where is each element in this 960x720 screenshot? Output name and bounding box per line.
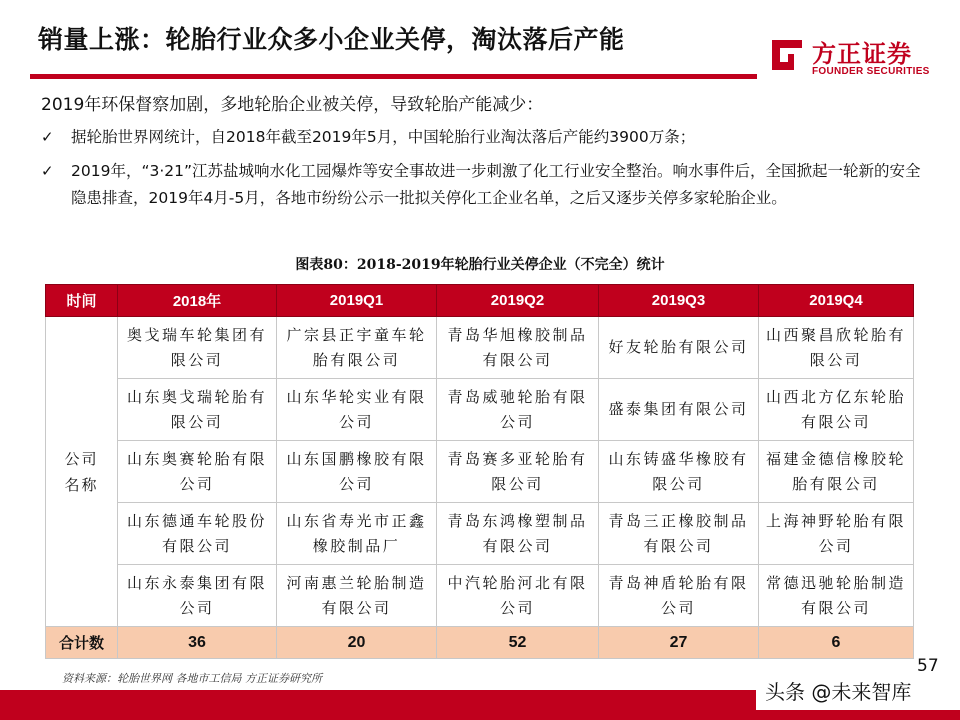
column-header-2019q3: 2019Q3 bbox=[599, 285, 759, 317]
company-logo bbox=[768, 34, 933, 84]
check-icon: ✓ bbox=[41, 128, 54, 146]
total-cell-2019q1: 20 bbox=[277, 627, 437, 659]
founder-logo-icon bbox=[768, 36, 806, 74]
table-cell: 上海神野轮胎有限公司 bbox=[759, 503, 914, 565]
table-cell: 青岛三正橡胶制品有限公司 bbox=[599, 503, 759, 565]
column-header-time: 时间 bbox=[46, 285, 118, 317]
total-cell-2019q4: 6 bbox=[759, 627, 914, 659]
slide-title: 销量上涨：轮胎行业众多小企业关停，淘汰落后产能 bbox=[38, 25, 625, 54]
check-icon: ✓ bbox=[41, 162, 54, 180]
page-number: 57 bbox=[917, 656, 939, 676]
column-header-2019q1: 2019Q1 bbox=[277, 285, 437, 317]
table-cell: 山东华轮实业有限公司 bbox=[277, 379, 437, 441]
table-cell: 山东德通车轮股份有限公司 bbox=[118, 503, 277, 565]
table-cell: 常德迅驰轮胎制造有限公司 bbox=[759, 565, 914, 627]
table-cell: 青岛赛多亚轮胎有限公司 bbox=[437, 441, 599, 503]
title-divider bbox=[30, 74, 757, 79]
closures-table bbox=[45, 284, 914, 659]
table-cell: 山东省寿光市正鑫橡胶制品厂 bbox=[277, 503, 437, 565]
table-cell: 山东奥赛轮胎有限公司 bbox=[118, 441, 277, 503]
total-cell-2019q3: 27 bbox=[599, 627, 759, 659]
table-row bbox=[46, 317, 914, 379]
table-row bbox=[46, 565, 914, 627]
row-label-company-name bbox=[46, 317, 118, 627]
table-row bbox=[46, 503, 914, 565]
table-cell: 青岛东鸿橡塑制品有限公司 bbox=[437, 503, 599, 565]
total-cell-2019q2: 52 bbox=[437, 627, 599, 659]
table-cell: 青岛威驰轮胎有限公司 bbox=[437, 379, 599, 441]
table-cell: 山东国鹏橡胶有限公司 bbox=[277, 441, 437, 503]
source-note: 资料来源：轮胎世界网 各地市工信局 方正证券研究所 bbox=[62, 672, 322, 685]
table-cell: 山西北方亿东轮胎有限公司 bbox=[759, 379, 914, 441]
bullet-text: 2019年，“3·21”江苏盐城响水化工园爆炸等安全事故进一步刺激了化工行业安全整治。响水事件后，全国掀起一轮新的安全隐患排查，2019年4月-5月，各地市纷纷公示一批拟关停化工企业名单，之后又逐步关停多家轮胎企业。 bbox=[71, 162, 921, 207]
table-cell: 盛泰集团有限公司 bbox=[599, 379, 759, 441]
table-cell: 好友轮胎有限公司 bbox=[599, 317, 759, 379]
table-cell: 山东永泰集团有限公司 bbox=[118, 565, 277, 627]
table-cell: 青岛神盾轮胎有限公司 bbox=[599, 565, 759, 627]
column-header-2019q4: 2019Q4 bbox=[759, 285, 914, 317]
row-label-text: 公司名称 bbox=[64, 449, 99, 494]
table-row bbox=[46, 441, 914, 503]
table-cell: 福建金德信橡胶轮胎有限公司 bbox=[759, 441, 914, 503]
table-header-row bbox=[46, 285, 914, 317]
column-header-2018: 2018年 bbox=[118, 285, 277, 317]
table-cell: 山西聚昌欣轮胎有限公司 bbox=[759, 317, 914, 379]
logo-name-cn: 方正证券 bbox=[812, 40, 912, 68]
table-caption: 图表80：2018-2019年轮胎行业关停企业（不完全）统计 bbox=[295, 257, 665, 273]
table-cell: 山东奥戈瑞轮胎有限公司 bbox=[118, 379, 277, 441]
table-total-row bbox=[46, 627, 914, 659]
intro-text: 2019年环保督察加剧，多地轮胎企业被关停，导致轮胎产能减少： bbox=[41, 95, 544, 115]
logo-name-en: FOUNDER SECURITIES bbox=[812, 66, 930, 77]
table-cell: 青岛华旭橡胶制品有限公司 bbox=[437, 317, 599, 379]
table-cell: 山东铸盛华橡胶有限公司 bbox=[599, 441, 759, 503]
bullet-text: 据轮胎世界网统计，自2018年截至2019年5月，中国轮胎行业淘汰落后产能约3900万条； bbox=[71, 128, 696, 146]
table-cell: 河南惠兰轮胎制造有限公司 bbox=[277, 565, 437, 627]
total-label: 合计数 bbox=[46, 627, 118, 659]
table-row bbox=[46, 379, 914, 441]
table-cell: 广宗县正宇童车轮胎有限公司 bbox=[277, 317, 437, 379]
column-header-2019q2: 2019Q2 bbox=[437, 285, 599, 317]
table-cell: 中汽轮胎河北有限公司 bbox=[437, 565, 599, 627]
table-cell: 奥戈瑞车轮集团有限公司 bbox=[118, 317, 277, 379]
total-cell-2018: 36 bbox=[118, 627, 277, 659]
watermark: 头条 @未来智库 bbox=[765, 680, 912, 704]
